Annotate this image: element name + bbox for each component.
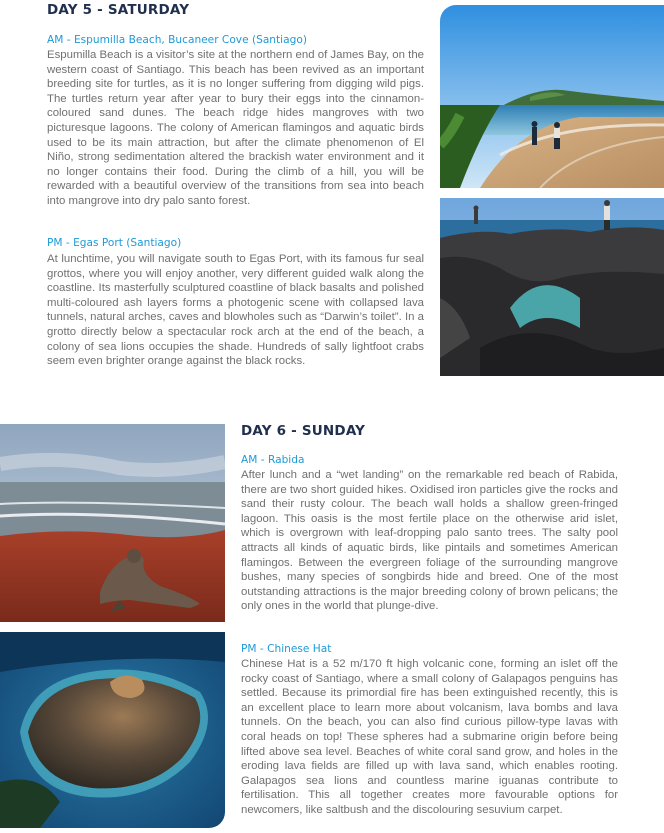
espumilla-beach-photo bbox=[440, 5, 664, 188]
day5-am-text: Espumilla Beach is a visitor’s site at the northern end of James Bay, on the western coast of Santiago. This beach has been revived as an important breeding site for turtles, as it is no longer suffering from digging wild pigs. The turtles return year after year to bury their eggs into the cinnamon-coloured sand dunes. The beach ridge hides mangroves with two picturesque lagoons. The colony of American flamingos and aquatic birds used to be its main attraction, but after the climate phenomenon of El Niño, strong sedimentation altered the brackish water environment and it no longer contains their food. During the climb of a hill, you will be rewarded with a beautiful overview of the transitions from sea into beach into mangrove into dry palo santo forest. bbox=[47, 49, 424, 207]
rabida-sea-lion-photo bbox=[0, 424, 225, 622]
day6-pm-text: Chinese Hat is a 52 m/170 ft high volcanic cone, forming an islet off the rocky coast of Santiago, where a small colony of Galapagos penguins has settled. Because its primordial fire has been extinguished recently, this is an excellent place to learn more about volcanism, lava bombs and lava tunnels. On the beach, you can also find curious pillow-type lavas with coral heads on top! These spheres had a submarine origin before being lifted above sea level. Beaches of white coral sand grow, and holes in the eroding lava fields are filled up with lava sand, which enables rooting. Galapagos sea lions and countless marine iguanas contribute to fertilisation. This all together creates more favourable options for newcomers, like saltbush and the discolouring sesuvium carpet. bbox=[241, 658, 618, 816]
day6-title: DAY 6 - SUNDAY bbox=[241, 423, 366, 439]
day5-pm-heading: PM - Egas Port (Santiago) bbox=[47, 237, 182, 249]
day5-title: DAY 5 - SATURDAY bbox=[47, 2, 190, 18]
day5-pm-text: At lunchtime, you will navigate south to Egas Port, with its famous fur seal grottos, where you will enjoy another, very different guided walk along the coastline. Its masterfully sculptured coastline of black basalts and polished multi-coloured ash layers forms a photogenic scene with collapsed lava tunnels, natural arches, caves and blowholes such as “Darwin’s toilet”. In a grotto directly below a spectacular rock arch at the end of the beach, a colony of sea lions occupies the shade. Hundreds of sally lightfoot crabs seem even brighter orange against the black rocks. bbox=[47, 253, 424, 368]
day5-am-heading: AM - Espumilla Beach, Bucaneer Cove (Santiago) bbox=[47, 34, 307, 46]
day6-pm-heading: PM - Chinese Hat bbox=[241, 643, 332, 655]
day6-am-text: After lunch and a “wet landing” on the remarkable red beach of Rabida, there are two short guided hikes. Oxidised iron particles give the rocks and sand their rusty colour. The beach wall holds a shallow green-fringed lagoon. This oasis is the most fertile place on the otherwise arid islet, which is overgrown with leaf-dropping palo santo trees. The salty pool attracts all kinds of aquatic birds, like pintails and sometimes American flamingos. Between the evergreen foliage of the surrounding mangrove bushes, many species of songbirds hide and breed. One of the most outstanding attractions is the major breeding colony of brown pelicans; the only ones in the world that plunge-dive. bbox=[241, 469, 618, 613]
egas-port-rocks-photo bbox=[440, 198, 664, 376]
chinese-hat-aerial-photo bbox=[0, 632, 225, 828]
day6-am-heading: AM - Rabida bbox=[241, 454, 305, 466]
